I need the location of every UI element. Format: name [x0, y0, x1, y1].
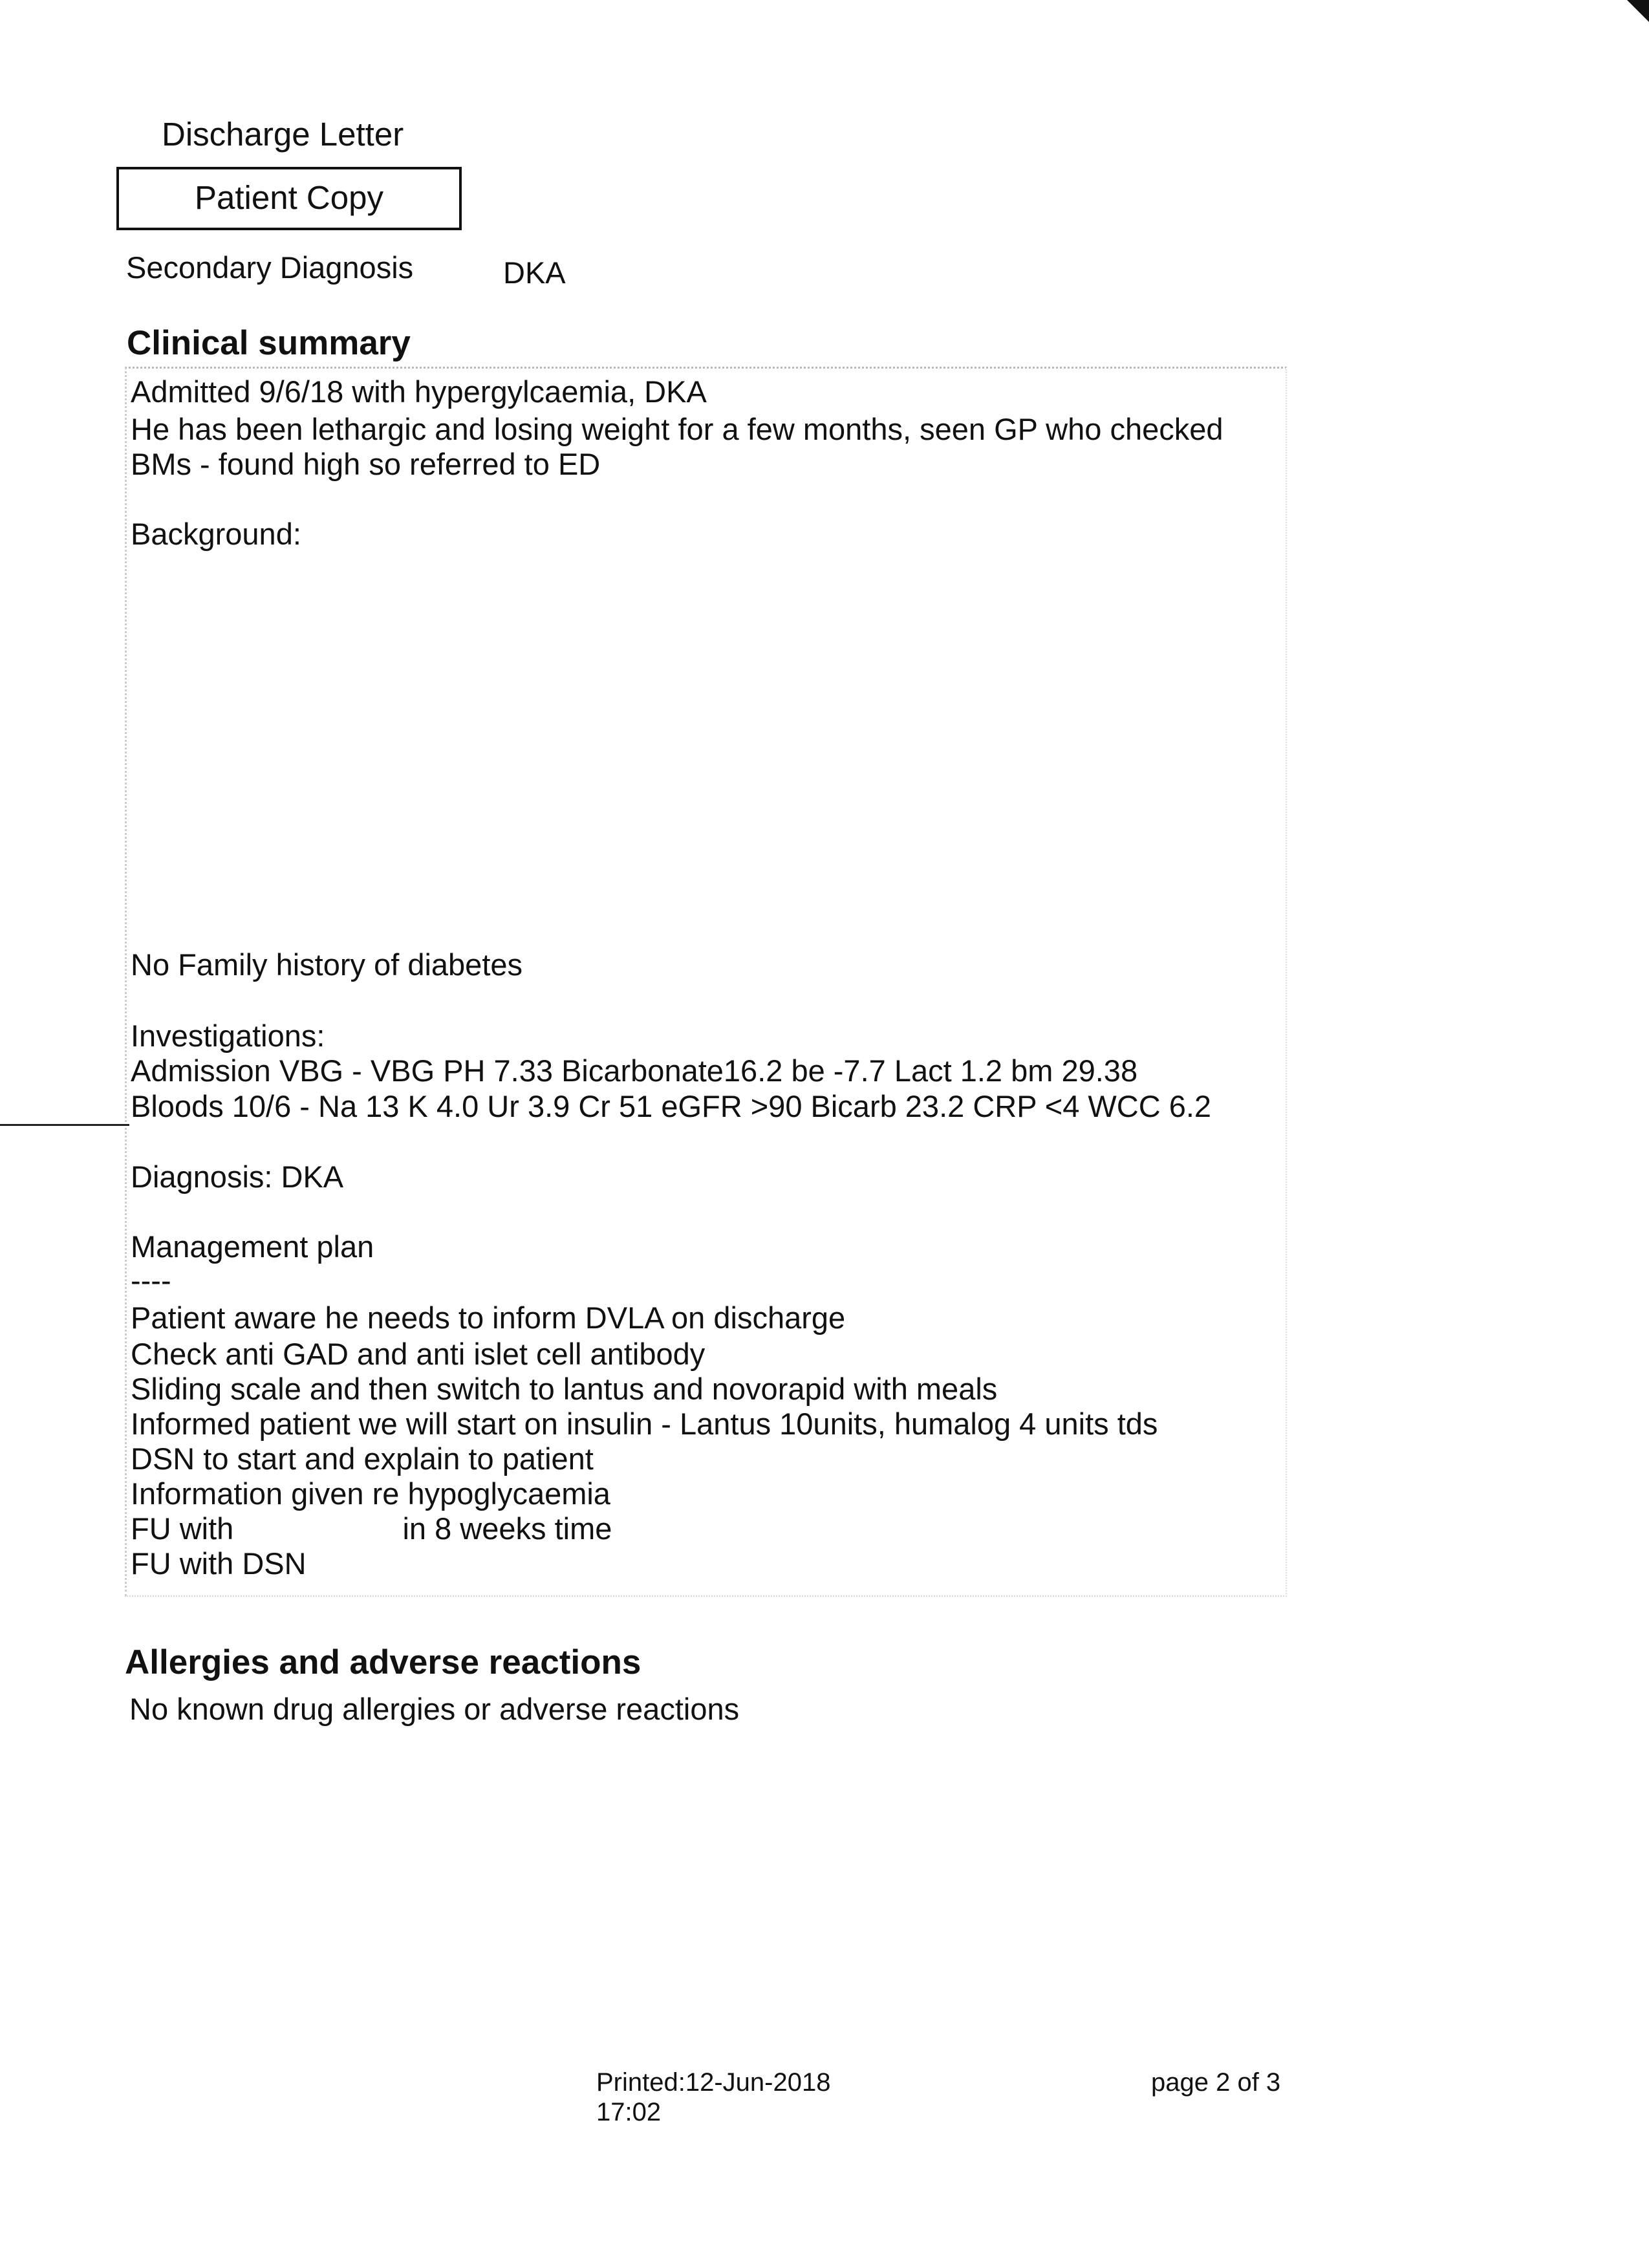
summary-line: Information given re hypoglycaemia [131, 1476, 610, 1511]
summary-line: He has been lethargic and losing weight for a few months, seen GP who checked [131, 412, 1223, 446]
summary-line: Check anti GAD and anti islet cell antibody [131, 1337, 706, 1371]
summary-line: Sliding scale and then switch to lantus and novorapid with meals [131, 1372, 998, 1406]
summary-line: FU with in 8 weeks time [131, 1511, 612, 1546]
summary-line: Background: [131, 517, 301, 551]
summary-line: No Family history of diabetes [131, 947, 523, 982]
summary-line: Admitted 9/6/18 with hypergylcaemia, DKA [131, 374, 707, 409]
scan-line-mark [0, 1124, 129, 1126]
summary-line: Bloods 10/6 - Na 13 K 4.0 Ur 3.9 Cr 51 eGFR >90 Bicarb 23.2 CRP <4 WCC 6.2 [131, 1089, 1212, 1123]
summary-line: Admission VBG - VBG PH 7.33 Bicarbonate16.2 be -7.7 Lact 1.2 bm 29.38 [131, 1053, 1138, 1088]
scan-corner-mark [1627, 0, 1649, 22]
printed-time: 17:02 [596, 2098, 662, 2126]
summary-line: ---- [131, 1263, 171, 1297]
summary-line: BMs - found high so referred to ED [131, 447, 601, 481]
page-number: page 2 of 3 [1151, 2068, 1281, 2097]
summary-line: Informed patient we will start on insulin - Lantus 10units, humalog 4 units tds [131, 1407, 1158, 1441]
patient-copy-box: Patient Copy [116, 167, 462, 230]
summary-line: FU with DSN [131, 1546, 307, 1581]
summary-line: Patient aware he needs to inform DVLA on discharge [131, 1301, 846, 1335]
allergies-text: No known drug allergies or adverse reactions [129, 1692, 740, 1726]
summary-line: Diagnosis: DKA [131, 1160, 344, 1194]
document-title: Discharge Letter [162, 116, 404, 153]
printed-date: Printed:12-Jun-2018 [596, 2068, 831, 2097]
secondary-diagnosis-value: DKA [503, 255, 566, 290]
clinical-summary-heading: Clinical summary [127, 324, 411, 362]
secondary-diagnosis-label: Secondary Diagnosis [126, 250, 414, 285]
allergies-heading: Allergies and adverse reactions [125, 1643, 641, 1681]
summary-line: Management plan [131, 1229, 374, 1264]
summary-line: DSN to start and explain to patient [131, 1442, 594, 1476]
summary-line: Investigations: [131, 1019, 325, 1053]
